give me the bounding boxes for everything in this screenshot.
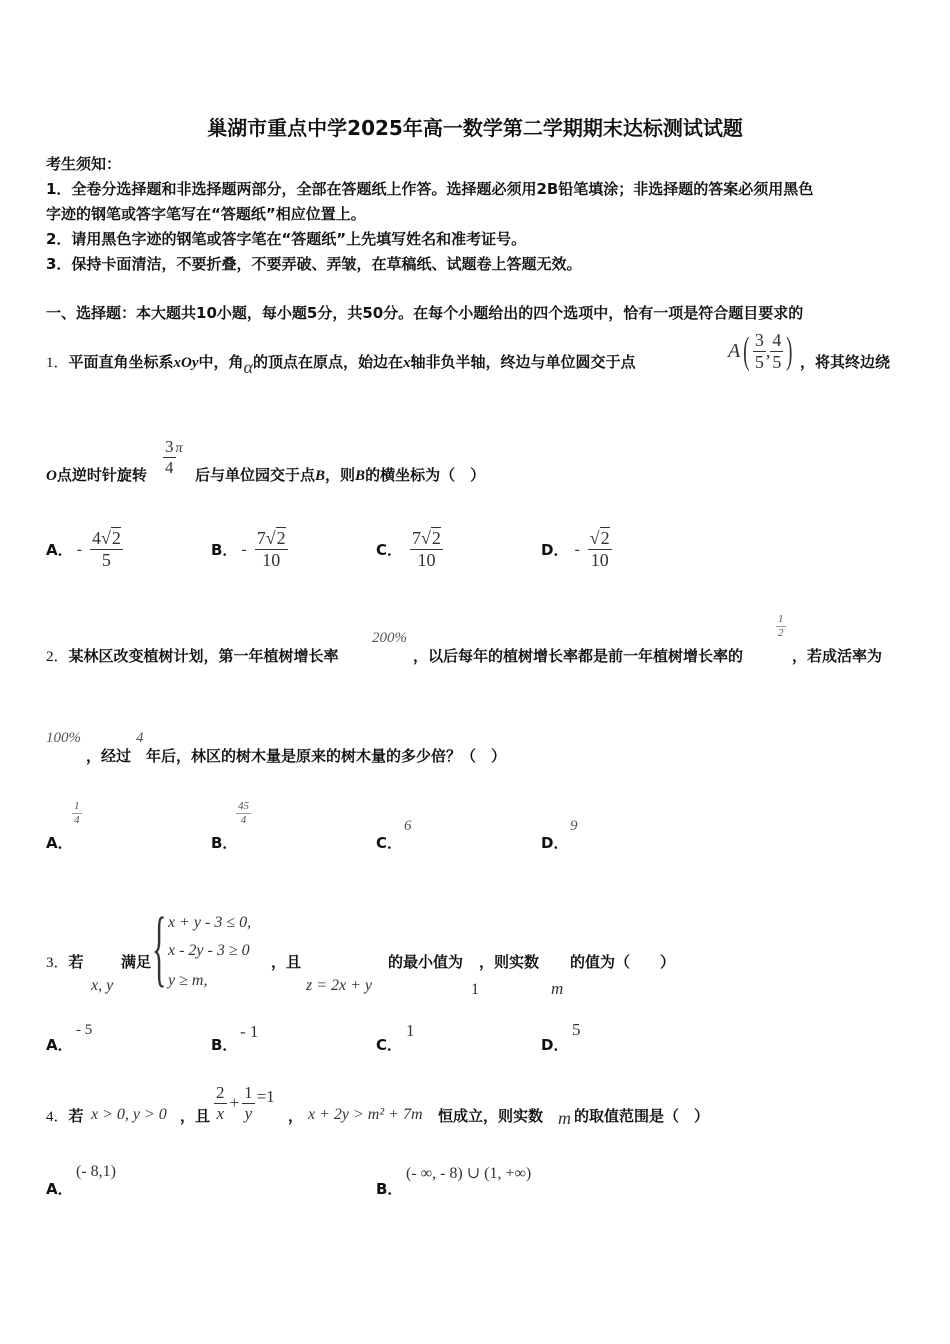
numerator: 1 bbox=[778, 613, 784, 625]
q2-option-a-label[interactable]: A． bbox=[46, 834, 73, 852]
fraction bbox=[770, 330, 783, 372]
q2-option-d-label[interactable]: D． bbox=[541, 834, 569, 852]
q4-inequality: x + 2y > m² + 7m bbox=[308, 1106, 423, 1123]
denominator: 2 bbox=[778, 626, 784, 639]
q3-text: 满足 bbox=[121, 953, 152, 971]
q2-text: 某林区改变植树计划，第一年植树增长率 bbox=[68, 647, 339, 665]
q3-min-value: 1 bbox=[471, 981, 479, 998]
q1-text: 中，角 bbox=[198, 353, 244, 371]
radicand: 2 bbox=[431, 528, 441, 549]
q2-option-c-label[interactable]: C． bbox=[376, 834, 403, 852]
notice-item-1: 1．全卷分选择题和非选择题两部分，全部在答题纸上作答。选择题必须用2B铅笔填涂；非选择题的答案必须用黑色 bbox=[46, 180, 814, 198]
q1-b: B bbox=[355, 468, 366, 484]
q3-text: ，则实数 bbox=[479, 953, 540, 971]
paren-left: ( bbox=[743, 330, 750, 372]
numerator: 3 bbox=[165, 437, 174, 456]
fraction bbox=[242, 1083, 255, 1123]
fraction bbox=[588, 528, 612, 570]
q1-x: x bbox=[403, 355, 411, 371]
q4-m: m bbox=[558, 1108, 571, 1128]
numerator: 1 bbox=[74, 800, 80, 812]
section-heading: 一、选择题：本大题共10小题，每小题5分，共50分。在每个小题给出的四个选项中，恰有一项是符合题目要求的 bbox=[46, 304, 804, 322]
numerator-coef: 7 bbox=[412, 528, 422, 549]
denominator: y bbox=[244, 1103, 253, 1123]
q3-option-c-value: 1 bbox=[406, 1021, 415, 1040]
q1-text: 的横坐标为（ ） bbox=[365, 466, 486, 484]
q1-rotation-angle bbox=[163, 437, 183, 477]
q3-option-b-value: - 1 bbox=[240, 1022, 259, 1041]
question-number: 2． bbox=[46, 649, 69, 665]
q1-text: 点逆时针旋转 bbox=[56, 466, 147, 484]
q2-text: ，若成活率为 bbox=[792, 647, 883, 665]
q3-constraint-3: y ≥ m, bbox=[168, 972, 208, 989]
q3-text: ，且 bbox=[271, 953, 302, 971]
fraction bbox=[163, 437, 176, 477]
plus-sign: + bbox=[229, 1093, 240, 1112]
q2-option-b-value bbox=[236, 800, 251, 826]
equals-one: =1 bbox=[256, 1087, 275, 1106]
q3-xy: x, y bbox=[91, 977, 114, 994]
numerator-coef: 4 bbox=[91, 528, 101, 549]
q3-m: m bbox=[551, 979, 564, 998]
q4-condition: x > 0, y > 0 bbox=[91, 1106, 167, 1123]
q3-option-a-value: - 5 bbox=[76, 1022, 93, 1038]
paren-right: ) bbox=[786, 330, 793, 372]
q4-text: 的取值范围是（ ） bbox=[574, 1107, 710, 1125]
q1-text: 轴非负半轴，终边与单位圆交于点 bbox=[410, 353, 636, 371]
denominator: 5 bbox=[772, 351, 782, 372]
q4-text: ，且 bbox=[180, 1107, 211, 1125]
question-number: 3． bbox=[46, 955, 69, 971]
q2-text: 年后，林区的树木量是原来的树木量的多少倍？（ ） bbox=[146, 747, 507, 765]
question-1-line-1 bbox=[46, 351, 636, 377]
fraction bbox=[72, 800, 82, 826]
q1-text: ，则 bbox=[325, 466, 356, 484]
q1-option-c[interactable] bbox=[376, 522, 443, 577]
q3-option-b-label[interactable]: B． bbox=[211, 1036, 238, 1054]
q3-option-d-value: 5 bbox=[572, 1020, 581, 1039]
radicand: 2 bbox=[111, 528, 121, 549]
option-sign: - bbox=[76, 540, 82, 558]
q1-pi: π bbox=[175, 441, 183, 457]
numerator: 4√2 bbox=[91, 528, 121, 549]
q4-text: 恒成立，则实数 bbox=[438, 1107, 544, 1125]
q1-o: O bbox=[46, 468, 57, 484]
numerator: 7√2 bbox=[256, 528, 286, 549]
q1-xoy: xOy bbox=[173, 355, 199, 371]
q1-text: 的顶点在原点，始边在 bbox=[253, 353, 404, 371]
denominator: 4 bbox=[74, 813, 80, 826]
q2-rate-2: 100% bbox=[46, 730, 81, 746]
q4-option-a-value: (- 8,1) bbox=[76, 1163, 116, 1180]
q3-text: 的值为（ ） bbox=[570, 953, 676, 971]
page-title: 巢湖市重点中学2025年高一数学第二学期期末达标测试试题 bbox=[207, 116, 743, 140]
fraction bbox=[255, 528, 288, 570]
numerator: 2 bbox=[216, 1082, 225, 1102]
numerator: √2 bbox=[589, 528, 610, 549]
numerator: 3 bbox=[754, 329, 764, 350]
radicand: 2 bbox=[276, 528, 286, 549]
q4-equation bbox=[214, 1080, 275, 1126]
q3-constraint-2: x - 2y - 3 ≥ 0 bbox=[168, 942, 250, 959]
q3-text: 若 bbox=[68, 953, 84, 971]
q2-text: ，以后每年的植树增长率都是前一年植树增长率的 bbox=[413, 647, 744, 665]
fraction bbox=[753, 330, 766, 372]
radicand: 2 bbox=[600, 528, 610, 549]
option-label: C． bbox=[376, 541, 403, 559]
q2-option-d-value: 9 bbox=[570, 818, 578, 834]
denominator: 5 bbox=[101, 550, 111, 570]
numerator: 4 bbox=[772, 329, 782, 350]
q1-text-tail: ，将其终边绕 bbox=[800, 353, 891, 371]
question-2-line-1 bbox=[46, 645, 339, 666]
q4-text: 若 bbox=[68, 1107, 84, 1125]
option-sign: - bbox=[241, 540, 247, 558]
question-1-line-2 bbox=[46, 464, 147, 485]
q3-option-a-label[interactable]: A． bbox=[46, 1036, 73, 1054]
notice-item-3: 3．保持卡面清洁，不要折叠，不要弄破、弄皱，在草稿纸、试题卷上答题无效。 bbox=[46, 255, 582, 273]
q1-text: 平面直角坐标系 bbox=[68, 353, 174, 371]
notice-heading: 考生须知： bbox=[46, 155, 122, 173]
numerator: 1 bbox=[244, 1082, 253, 1102]
q1-point-a: A ( $\frac{3}{5}$ , $\frac{4}{5}$ ) bbox=[728, 329, 793, 372]
notice-item-1-cont: 字迹的钢笔或答字笔写在“答题纸”相应位置上。 bbox=[46, 205, 366, 223]
notice-item-2: 2．请用黑色字迹的钢笔或答字笔在“答题纸”上先填写姓名和准考证号。 bbox=[46, 230, 527, 248]
option-label: A． bbox=[46, 541, 73, 559]
fraction bbox=[410, 528, 443, 570]
numerator: 45 bbox=[238, 800, 249, 812]
q2-option-a-value bbox=[72, 800, 82, 826]
denominator: 10 bbox=[417, 550, 436, 570]
q4-option-a-label[interactable]: A． bbox=[46, 1180, 73, 1198]
q1-a-label: A bbox=[728, 339, 741, 362]
denominator: 10 bbox=[262, 550, 281, 570]
q1-option-d[interactable] bbox=[541, 522, 612, 577]
fraction bbox=[90, 528, 123, 570]
system-brace: { bbox=[152, 899, 167, 995]
q3-text: 的最小值为 bbox=[388, 953, 464, 971]
q2-half bbox=[776, 613, 786, 639]
q4-option-b-label[interactable]: B． bbox=[376, 1180, 403, 1198]
question-3-line bbox=[46, 951, 84, 972]
denominator: 4 bbox=[165, 457, 174, 477]
question-4-line bbox=[46, 1105, 84, 1126]
q2-text: ，经过 bbox=[86, 747, 132, 765]
question-number: 4． bbox=[46, 1109, 69, 1125]
q3-option-d-label[interactable]: D． bbox=[541, 1036, 569, 1054]
q4-text: ， bbox=[288, 1107, 304, 1125]
q1-alpha: α bbox=[243, 357, 253, 377]
question-number: 1． bbox=[46, 355, 69, 371]
option-label: D． bbox=[541, 541, 569, 559]
q1-b: B bbox=[315, 468, 326, 484]
option-sign: - bbox=[574, 540, 580, 558]
fraction bbox=[236, 800, 251, 826]
q3-constraint-1: x + y - 3 ≤ 0, bbox=[168, 914, 252, 931]
q2-rate-1: 200% bbox=[372, 630, 407, 646]
fraction bbox=[214, 1083, 227, 1123]
q2-years: 4 bbox=[136, 730, 144, 746]
q2-option-c-value: 6 bbox=[404, 818, 412, 834]
q3-option-c-label[interactable]: C． bbox=[376, 1036, 403, 1054]
denominator: 10 bbox=[590, 550, 609, 570]
q1-text: 后与单位园交于点 bbox=[195, 466, 316, 484]
q3-z: z = 2x + y bbox=[306, 977, 373, 994]
numerator: 7√2 bbox=[412, 528, 441, 549]
numerator-coef: 7 bbox=[256, 528, 266, 549]
fraction bbox=[776, 613, 786, 639]
q4-option-b-value: (- ∞, - 8) ∪ (1, +∞) bbox=[406, 1165, 532, 1182]
denominator: x bbox=[216, 1103, 225, 1123]
denominator: 5 bbox=[754, 351, 764, 372]
q1-option-b[interactable] bbox=[211, 522, 288, 577]
option-label: B． bbox=[211, 541, 238, 559]
denominator: 4 bbox=[240, 813, 247, 826]
question-1-line-2-cont bbox=[195, 464, 485, 485]
q1-option-a[interactable] bbox=[46, 522, 123, 577]
q2-option-b-label[interactable]: B． bbox=[211, 834, 238, 852]
